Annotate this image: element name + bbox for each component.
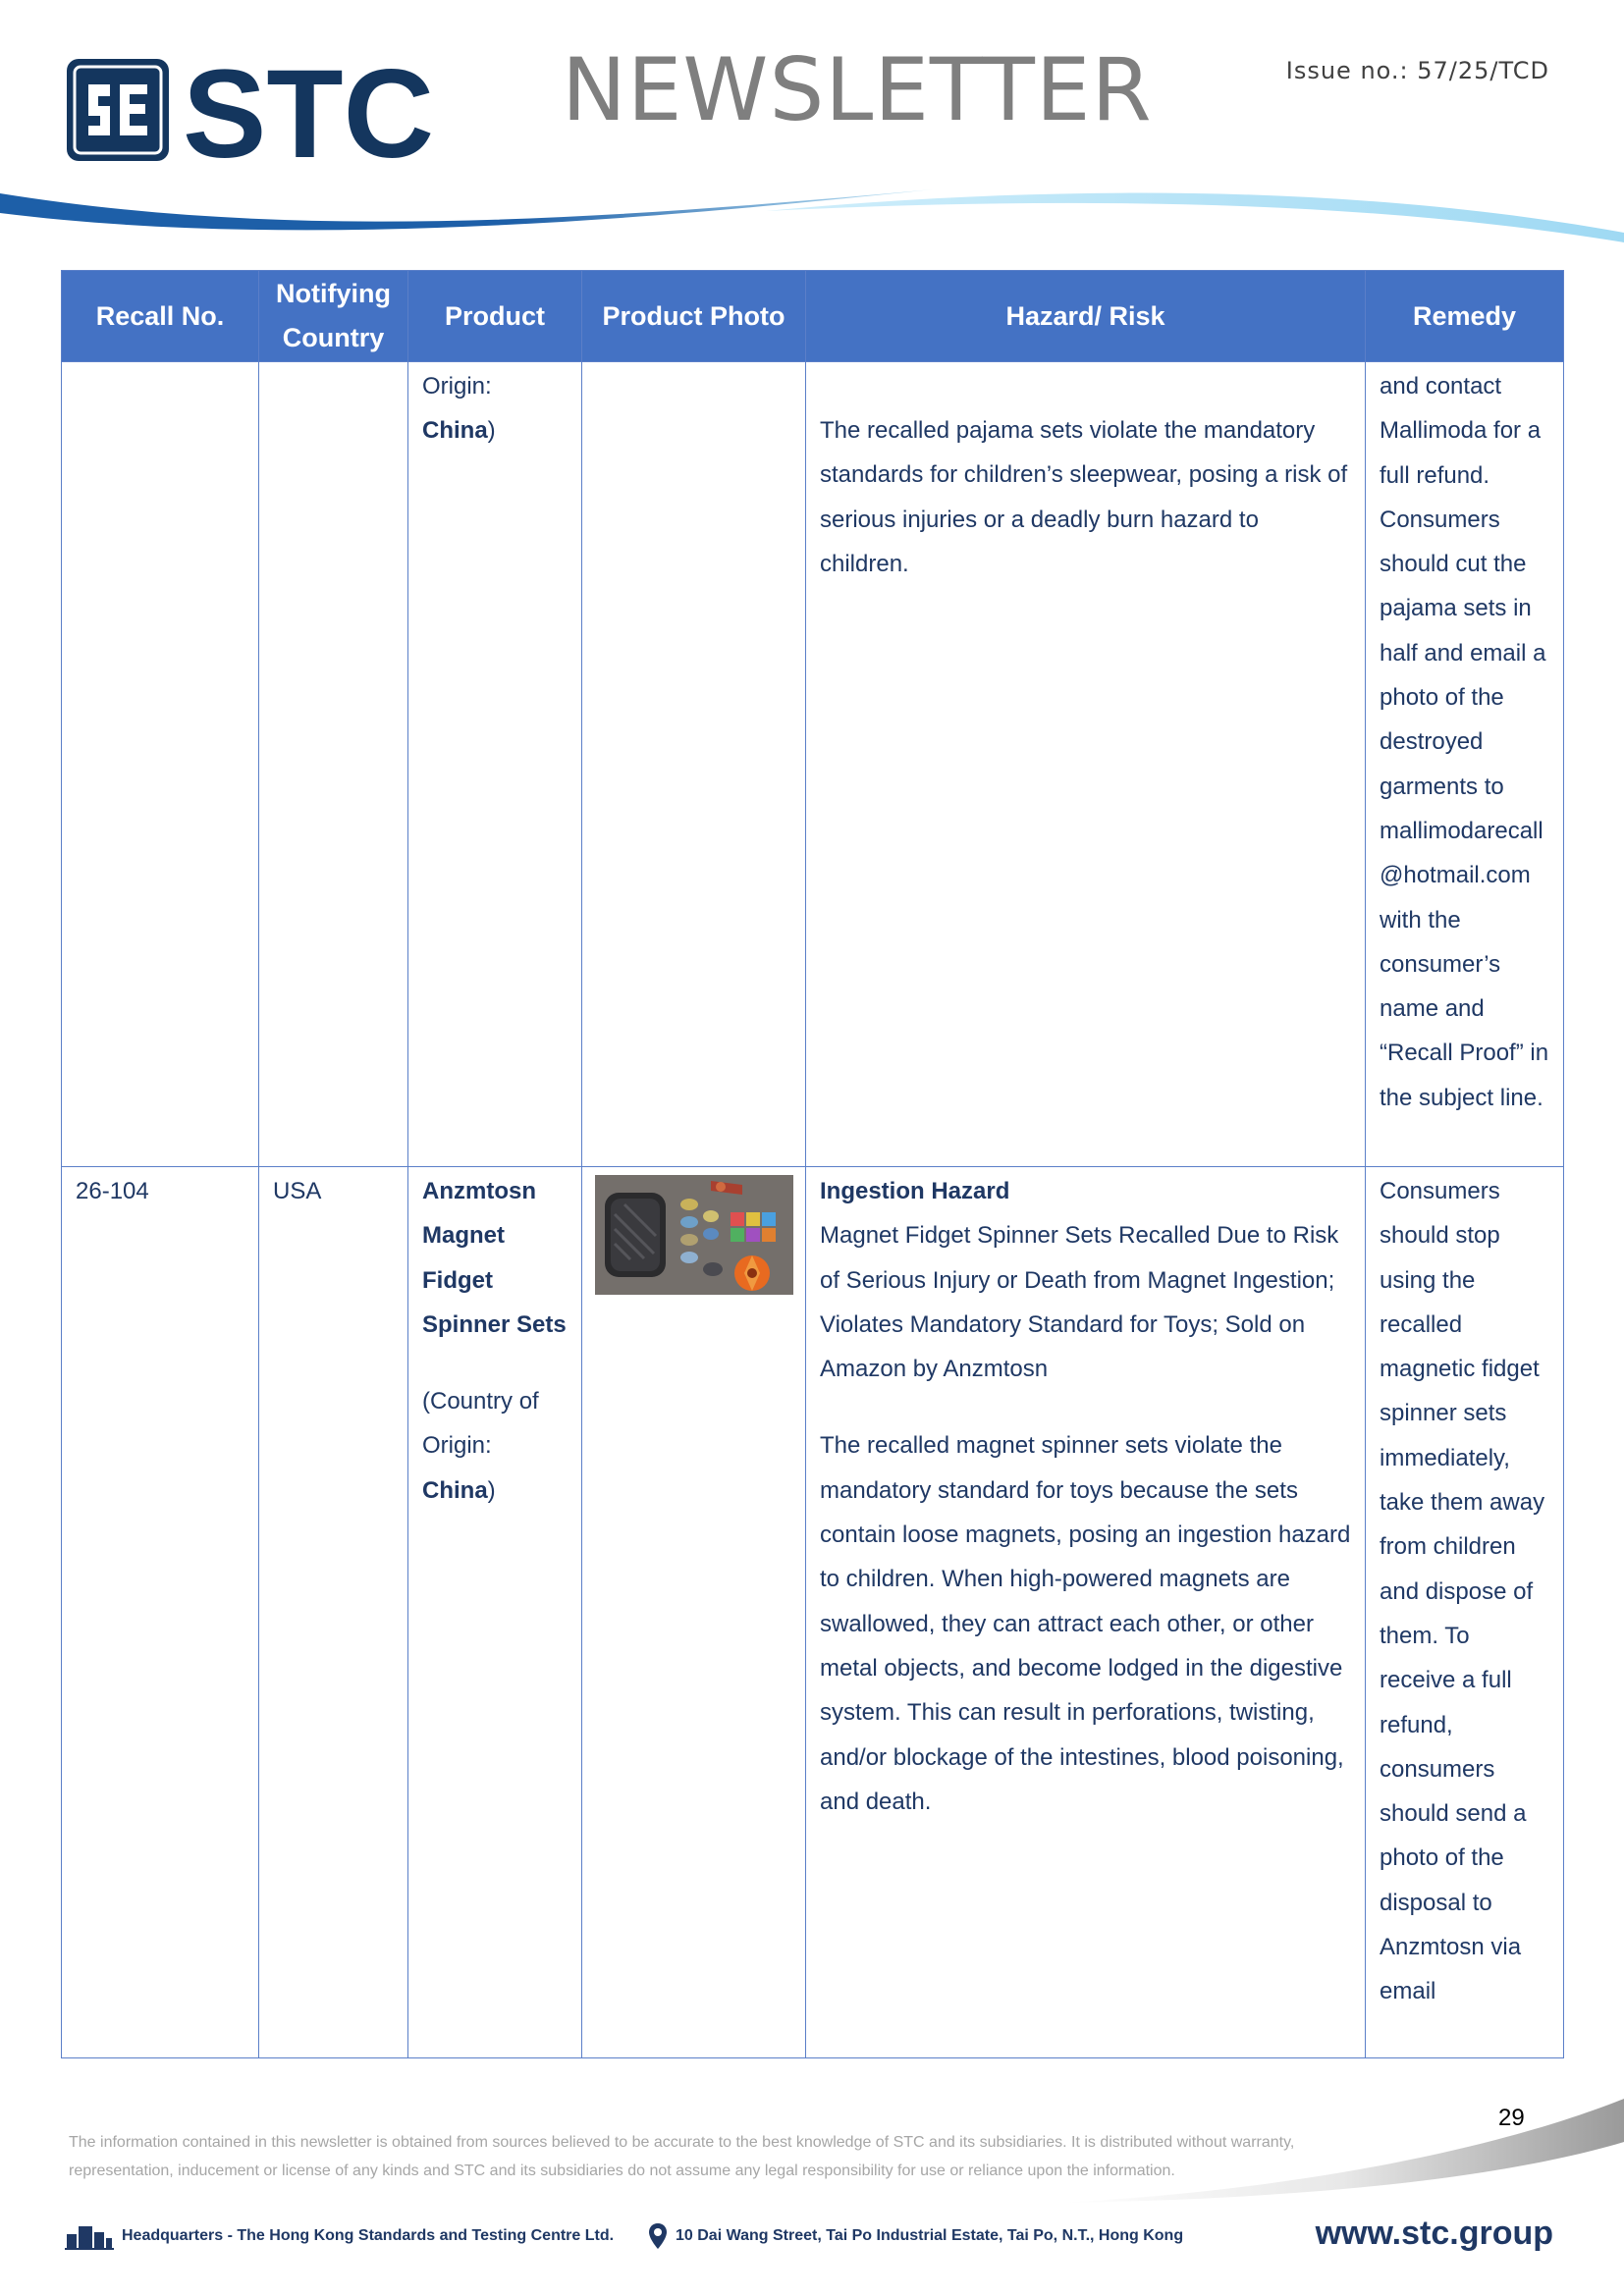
- hazard-cell: [806, 1167, 1366, 2058]
- address-line: [648, 2221, 1183, 2251]
- building-icon: [65, 2222, 114, 2250]
- origin-country: China: [422, 417, 488, 445]
- remedy-cell: [1366, 362, 1564, 1167]
- remedy-cell: [1366, 1167, 1564, 2058]
- recall-no-cell: [62, 362, 259, 1167]
- table-row: [62, 1167, 1564, 2058]
- origin-prefix: (Country of Origin:: [422, 1388, 539, 1460]
- col-recall-no: Recall No.: [62, 271, 259, 362]
- website-link[interactable]: www.stc.group: [1315, 2215, 1553, 2252]
- table-header-row: [62, 271, 1564, 362]
- header-swoosh: [0, 182, 1624, 260]
- col-product: Product: [408, 271, 582, 362]
- headquarters-text: Headquarters - The Hong Kong Standards and Testing Centre Ltd.: [122, 2227, 615, 2244]
- page-number: 29: [1498, 2105, 1525, 2131]
- location-pin-icon: [648, 2222, 668, 2250]
- col-notifying-country: Notifying Country: [259, 271, 408, 362]
- address-text: 10 Dai Wang Street, Tai Po Industrial Estate, Tai Po, N.T., Hong Kong: [676, 2227, 1184, 2244]
- remedy-text: Consumers should stop using the recalled magnetic fidget spinner sets immediately, take them away from children and dispose of them. To receive a full refund, consumers should send a photo of the disposal to Anzmtosn via email: [1380, 1178, 1545, 2005]
- hazard-text: The recalled pajama sets violate the mandatory standards for children’s sleepwear, posing a risk of serious injuries or a deadly burn hazard to children.: [820, 417, 1348, 577]
- origin-country: China: [422, 1476, 488, 1504]
- product-cell: [408, 362, 582, 1167]
- issue-number: Issue no.: 57/25/TCD: [1285, 57, 1549, 84]
- col-product-photo: Product Photo: [582, 271, 806, 362]
- origin-suffix: ): [487, 1476, 496, 1504]
- hazard-detail: The recalled magnet spinner sets violate the mandatory standard for toys because the sets contain loose magnets, posing an ingestion hazard to children. When high-powered magnets are swallowed, they can attract each other, or other metal objects, and become lodged in the digestive system. This can result in perforations, twisting, and/or blockage of the intestines, blood poisoning, and death.: [820, 1432, 1351, 1815]
- photo-cell: [582, 362, 806, 1167]
- newsletter-title: NEWSLETTER: [562, 39, 1153, 140]
- recall-no-cell: 26-104: [62, 1167, 259, 2058]
- country-cell: USA: [259, 1167, 408, 2058]
- hazard-summary: Magnet Fidget Spinner Sets Recalled Due to Risk of Serious Injury or Death from Magnet Ingestion; Violates Mandatory Standard for Toys; Sold on Amazon by Anzmtosn: [820, 1222, 1339, 1383]
- product-cell: [408, 1167, 582, 2058]
- country-cell: [259, 362, 408, 1167]
- recall-table: [61, 270, 1564, 2058]
- stc-logo: [67, 57, 460, 163]
- headquarters-line: [65, 2221, 614, 2251]
- col-remedy: Remedy: [1366, 271, 1564, 362]
- product-name: Anzmtosn Magnet Fidget Spinner Sets: [422, 1178, 567, 1338]
- col-hazard-risk: Hazard/ Risk: [806, 271, 1366, 362]
- origin-suffix: ): [487, 417, 496, 445]
- disclaimer-text: The information contained in this newsletter is obtained from sources believed to be accurate to the best knowledge of STC and its subsidiaries. It is distributed without warranty, representation, inducement or license of any kinds and STC and its subsidiaries do not assume any legal responsibility for use or reliance upon the information.: [69, 2134, 1295, 2179]
- origin-prefix: Origin:: [422, 373, 492, 400]
- magnet-fidget-spinner-set-photo: [595, 1175, 793, 1295]
- remedy-text: and contact Mallimoda for a full refund. Consumers should cut the pajama sets in half and email a photo of the destroyed garments to mallimodarecall@hotmail.com with the consumer’s name and “Recall Proof” in the subject line.: [1380, 373, 1549, 1111]
- table-row: [62, 362, 1564, 1167]
- logo-text: STC: [183, 57, 434, 163]
- hazard-title: Ingestion Hazard: [820, 1178, 1010, 1204]
- photo-cell: [582, 1167, 806, 2058]
- hazard-cell: [806, 362, 1366, 1167]
